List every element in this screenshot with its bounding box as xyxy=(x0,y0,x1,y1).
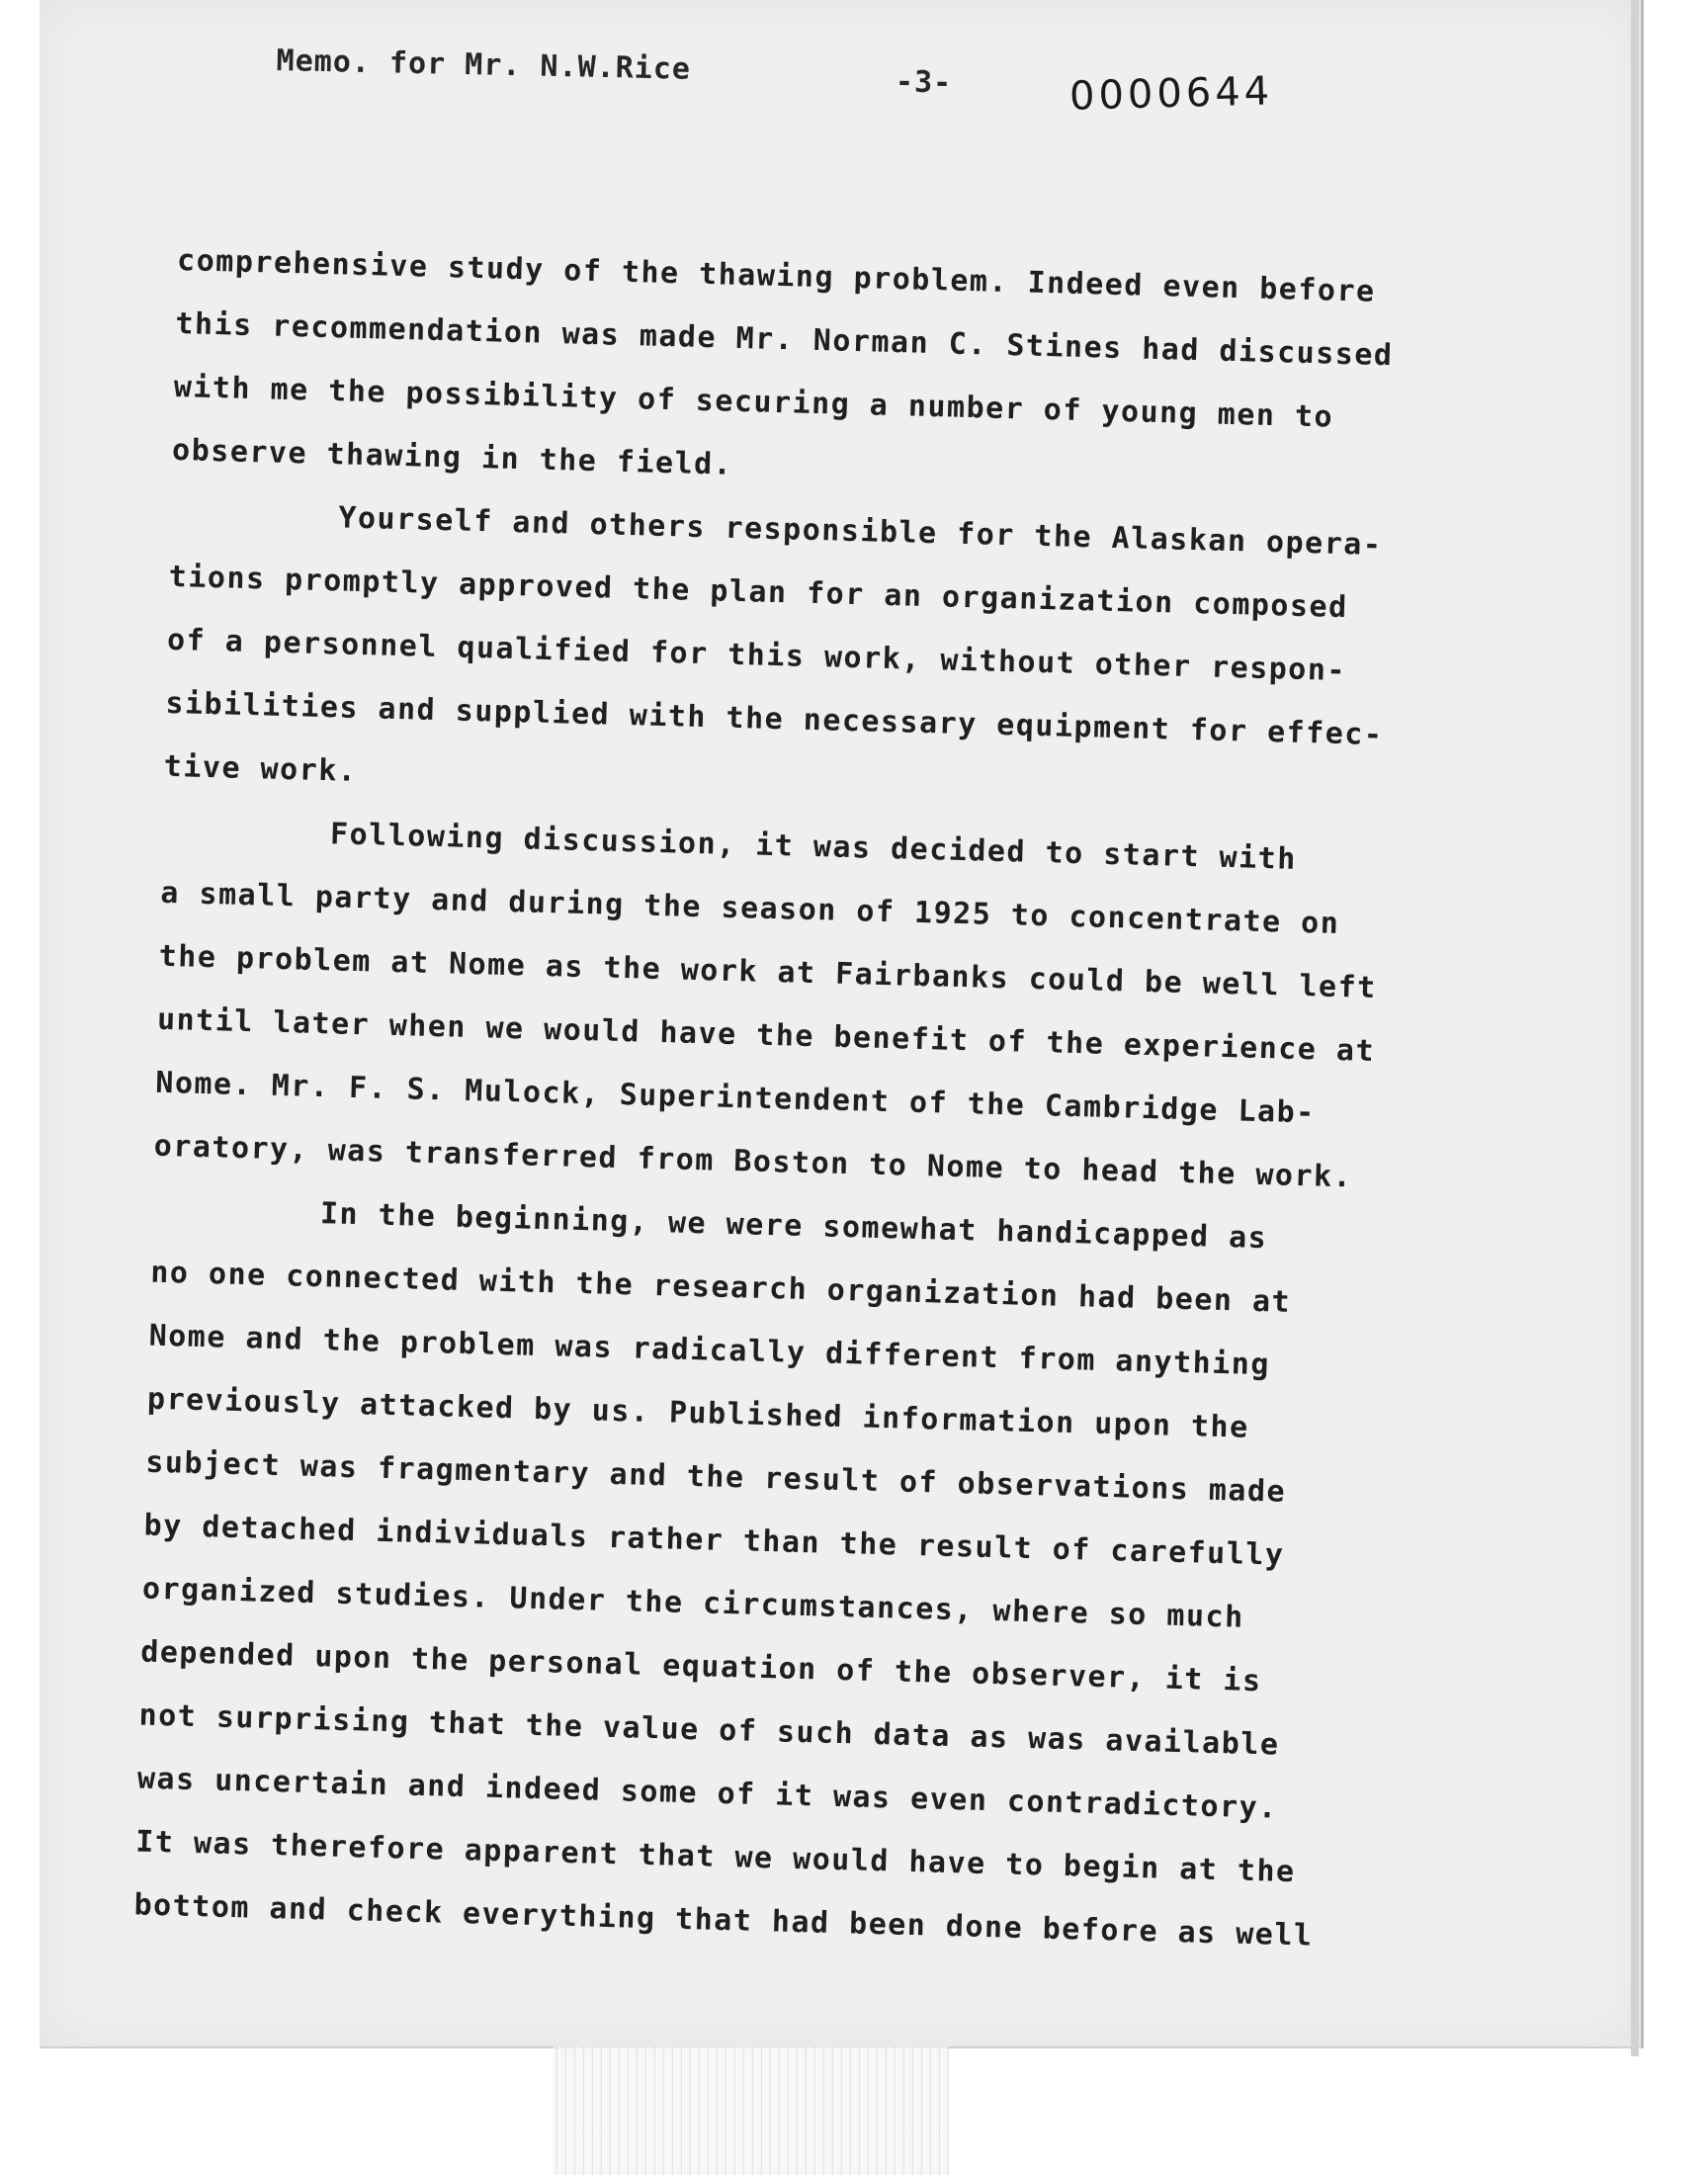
body-line: no one connected with the research organization had been at xyxy=(149,1255,1292,1320)
body-line: Nome and the problem was radically different from anything xyxy=(148,1318,1271,1383)
body-line: with me the possibility of securing a number of young men to xyxy=(173,369,1334,435)
body-line: subject was fragmentary and the result of observations made xyxy=(144,1444,1287,1510)
body-line: the problem at Nome as the work at Fairbanks could be well left xyxy=(158,938,1378,1006)
body-line: Nome. Mr. F. S. Mulock, Superintendent of the Cambridge Lab- xyxy=(154,1065,1317,1131)
body-line: was uncertain and indeed some of it was even contradictory. xyxy=(136,1761,1279,1826)
scan-streaks xyxy=(554,2046,949,2175)
body-line: previously attacked by us. Published information upon the xyxy=(146,1381,1250,1445)
body-line: a small party and during the season of 1925 to concentrate on xyxy=(159,875,1340,941)
body-line: by detached individuals rather than the result of carefully xyxy=(143,1508,1285,1573)
body-line: tive work. xyxy=(163,748,358,789)
memo-header: Memo. for Mr. N.W.Rice xyxy=(276,44,692,87)
body-line: not surprising that the value of such data as was available xyxy=(138,1697,1280,1763)
body-line: sibilities and supplied with the necessary equipment for effec- xyxy=(164,685,1384,753)
body-line: this recommendation was made Mr. Norman C. Stines had discussed xyxy=(175,305,1394,374)
paper-edge xyxy=(1631,0,1639,2056)
paragraph-start-line: Yourself and others responsible for the Alaskan opera- xyxy=(337,500,1383,563)
paragraph-start-line: In the beginning, we were somewhat handicapped as xyxy=(319,1196,1268,1257)
body-line: depended upon the personal equation of the observer, it is xyxy=(139,1634,1262,1699)
paragraph-start-line: Following discussion, it was decided to start with xyxy=(329,817,1298,877)
document-number-stamp: 0000644 xyxy=(1068,68,1274,120)
body-line: until later when we would have the benefit of the experience at xyxy=(156,1001,1376,1069)
body-line: of a personnel qualified for this work, without other respon- xyxy=(166,622,1347,689)
page-number: -3- xyxy=(895,64,953,101)
body-line: bottom and check everything that had been done before as well xyxy=(133,1887,1314,1954)
body-line: organized studies. Under the circumstances, where so much xyxy=(141,1571,1245,1635)
memo-body xyxy=(133,229,1542,1973)
body-line: comprehensive study of the thawing problem. Indeed even before xyxy=(176,242,1377,309)
body-line: oratory, was transferred from Boston to Nome to head the work. xyxy=(153,1128,1353,1195)
body-line: observe thawing in the field. xyxy=(171,432,733,482)
body-line: It was therefore apparent that we would have to begin at the xyxy=(134,1824,1297,1890)
body-line: tions promptly approved the plan for an organization composed xyxy=(168,559,1349,626)
